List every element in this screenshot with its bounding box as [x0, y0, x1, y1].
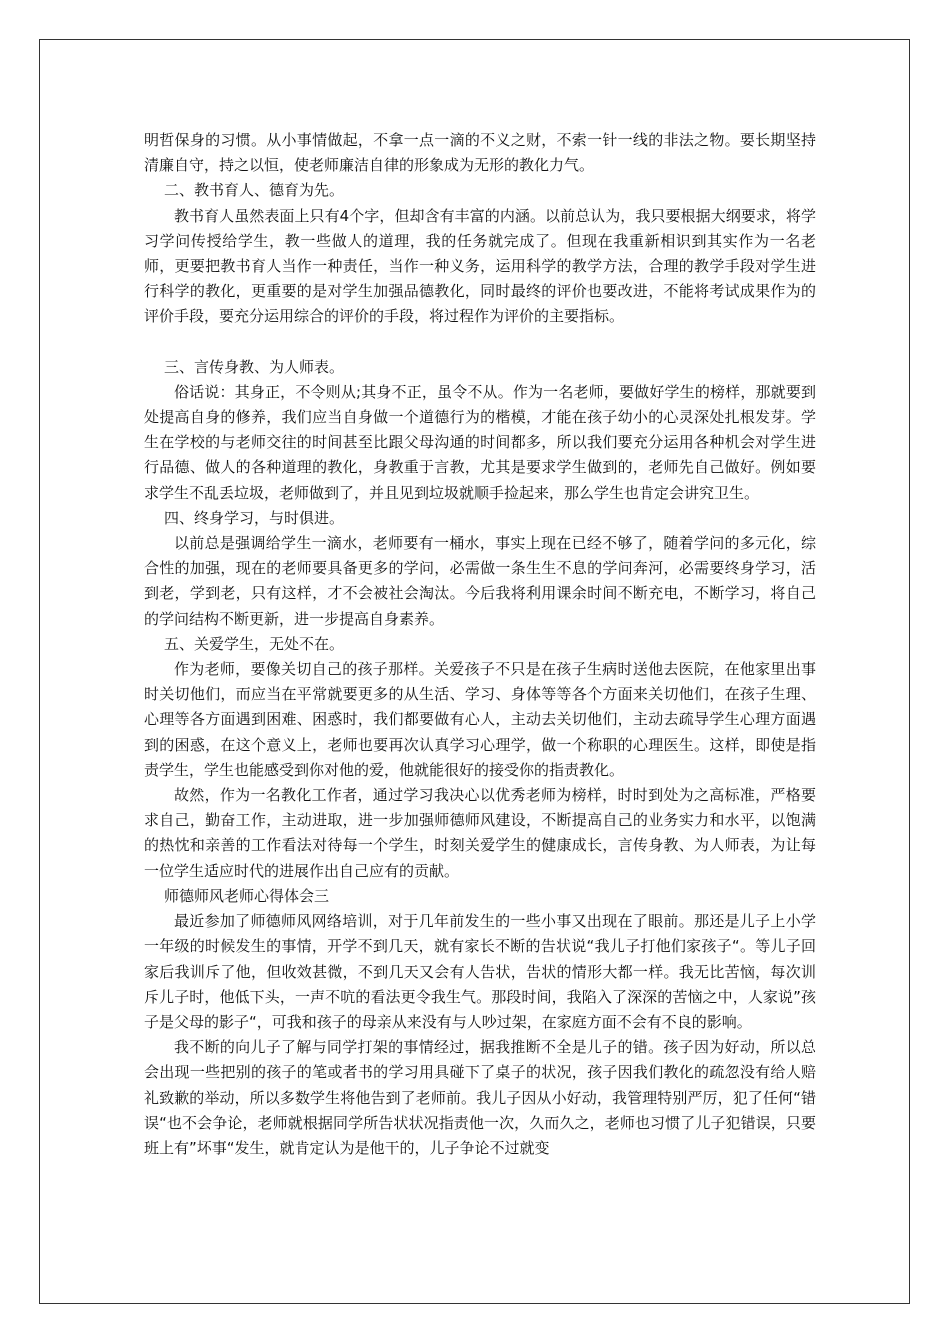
- paragraph: 作为老师，要像关切自己的孩子那样。关爱孩子不只是在孩子生病时送他去医院，在他家里出事时关切他们，而应当在平常就要更多的从生活、学习、身体等等各个方面来关切他们，在孩子生理、心理等各方面遇到困难、困惑时，我们都要做有心人，主动去关切他们，主动去疏导学生心理方面遇到的困惑，在这个意义上，老师也要再次认真学习心理学，做一个称职的心理医生。这样，即使是指责学生，学生也能感受到你对他的爱，他就能很好的接受你的指责教化。: [144, 660, 816, 779]
- paragraph-continued: 明哲保身的习惯。从小事情做起，不拿一点一滴的不义之财，不索一针一线的非法之物。要长期坚持清廉自守，持之以恒，使老师廉洁自律的形象成为无形的教化力气。: [144, 131, 816, 175]
- document-body: [144, 128, 816, 1161]
- paragraph: 俗话说：其身正，不令则从;其身不正，虽令不从。作为一名老师，要做好学生的榜样，那就要到处提高自身的修养，我们应当自身做一个道德行为的楷模，才能在孩子幼小的心灵深处扎根发芽。学生在学校的与老师交往的时间甚至比跟父母沟通的时间都多，所以我们要充分运用各种机会对学生进行品德、做人的各种道理的教化，身教重于言教，尤其是要求学生做到的，老师先自己做好。例如要求学生不乱丢垃圾，老师做到了，并且见到垃圾就顺手捡起来，那么学生也肯定会讲究卫生。: [144, 382, 816, 502]
- section-heading-3: 三、言传身教、为人师表。: [164, 357, 345, 376]
- article-title-3: 师德师风老师心得体会三: [164, 886, 330, 905]
- paragraph: 以前总是强调给学生一滴水，老师要有一桶水，事实上现在已经不够了，随着学问的多元化，综合性的加强，现在的老师要具备更多的学问，必需做一条生生不息的学问奔河，必需要终身学习，活到老，学到老，只有这样，才不会被社会淘汰。今后我将利用课余时间不断充电，不断学习，将自己的学问结构不断更新，进一步提高自身素养。: [144, 534, 816, 628]
- section-heading-2: 二、教书育人、德育为先。: [164, 181, 345, 200]
- paragraph: 我不断的向儿子了解与同学打架的事情经过，据我推断不全是儿子的错。孩子因为好动，所以总会出现一些把别的孩子的笔或者书的学习用具碰下了桌子的状况，孩子因我们教化的疏忽没有给人赔礼致歉的举动，所以多数学生将他告到了老师前。我儿子因从小好动，我管理特别严厉，犯了任何“错误“也不会争论，老师就根据同学所告状状况指责他一次，久而久之，老师也习惯了儿子犯错误，只要班上有”坏事“发生，就肯定认为是他干的，儿子争论不过就变: [144, 1038, 816, 1157]
- paragraph: 教书育人虽然表面上只有4个字，但却含有丰富的内涵。以前总认为，我只要根据大纲要求，将学习学问传授给学生，教一些做人的道理，我的任务就完成了。但现在我重新相识到其实作为一名老师，更要把教书育人当作一种责任，当作一种义务，运用科学的教学方法，合理的教学手段对学生进行科学的教化，更重要的是对学生加强品德教化，同时最终的评价也要改进，不能将考试成果作为的评价手段，要充分运用综合的评价的手段，将过程作为评价的主要指标。: [144, 206, 816, 326]
- section-heading-4: 四、终身学习，与时俱进。: [164, 508, 345, 527]
- section-heading-5: 五、关爱学生，无处不在。: [164, 634, 345, 653]
- paragraph: 最近参加了师德师风网络培训，对于几年前发生的一些小事又出现在了眼前。那还是儿子上小学一年级的时候发生的事情，开学不到几天，就有家长不断的告状说“我儿子打他们家孩子“。等儿子回家后我训斥了他，但收效甚微，不到几天又会有人告状，告状的情形大都一样。我无比苦恼，每次训斥儿子时，他低下头，一声不吭的看法更令我生气。那段时间，我陷入了深深的苦恼之中，人家说”孩子是父母的影子“，可我和孩子的母亲从来没有与人吵过架，在家庭方面不会有不良的影响。: [144, 912, 816, 1031]
- paragraph: 故然，作为一名教化工作者，通过学习我决心以优秀老师为榜样，时时到处为之高标准，严格要求自己，勤奋工作，主动进取，进一步加强师德师风建设，不断提高自己的业务实力和水平，以饱满的热忱和亲善的工作看法对待每一个学生，时刻关爱学生的健康成长，言传身教、为人师表，为让每一位学生适应时代的进展作出自己应有的贡献。: [144, 786, 816, 880]
